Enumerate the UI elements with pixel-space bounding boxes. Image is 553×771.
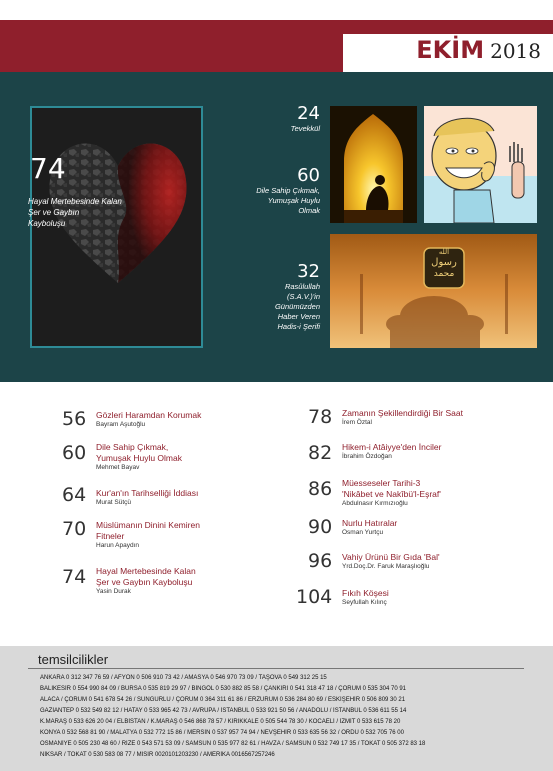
toc-title: Vahiy Ürünü Bir Gıda 'Bal' xyxy=(342,552,440,562)
toc-author: Seyfullah Kılınç xyxy=(342,599,387,606)
toc-title: Nurlu Hatıralar xyxy=(342,518,398,528)
representatives-divider xyxy=(28,668,524,669)
toc-page-number: 96 xyxy=(308,550,333,572)
teaser-tevekkul[interactable] xyxy=(240,104,320,134)
teaser-number: 32 xyxy=(297,261,320,282)
toc-page-number: 78 xyxy=(308,406,333,428)
issue-year: 2018 xyxy=(490,39,541,63)
toc-entry[interactable] xyxy=(62,564,272,600)
teaser-dile-sahip[interactable] xyxy=(220,166,320,216)
toc-page-number: 82 xyxy=(308,442,333,464)
toc-author: Bayram Aşutoğlu xyxy=(96,421,146,428)
cartoon-gossip-image[interactable] xyxy=(424,106,537,223)
toc-entry[interactable] xyxy=(296,586,536,616)
toc-title: Fıkıh Köşesi xyxy=(342,588,389,598)
toc-author: Harun Apaydın xyxy=(96,542,140,549)
toc-entry[interactable] xyxy=(62,518,272,554)
toc-author: Abdulnasır Kırmızıoğlu xyxy=(342,500,408,507)
toc-page-number: 104 xyxy=(296,586,333,608)
toc-entry[interactable] xyxy=(308,550,538,580)
cover-story-title: Hayal Mertebesinde Kalan Şer ve Gaybın Kayboluşu xyxy=(28,197,122,228)
toc-title: Zamanın Şekillendirdiği Bir Saat xyxy=(342,408,463,418)
teaser-title: Dile Sahip Çıkmak, Yumuşak Huylu Olmak xyxy=(256,186,320,215)
representatives-row: OSMANİYE 0 505 230 48 60 / RİZE 0 543 571 53 09 / SAMSUN 0 535 977 82 61 / HAVZA / SAMSUN 0 532 749 17 35 / TOKAT 0 505 372 83 18 xyxy=(40,741,426,747)
teaser-rasulullah[interactable] xyxy=(230,262,320,332)
toc-page-number: 56 xyxy=(62,408,87,430)
toc-page-number: 86 xyxy=(308,478,333,500)
representatives-label: temsilcilikler xyxy=(38,652,109,667)
calligraphy-medallion: الله رسول محمد xyxy=(431,248,457,279)
toc-author: Yrd.Doç.Dr. Faruk Maraşlıoğlu xyxy=(342,563,430,570)
toc-author: Murat Sütçü xyxy=(96,499,132,506)
toc-entry[interactable] xyxy=(308,516,538,546)
toc-entry[interactable] xyxy=(62,440,272,476)
toc-author: Mehmet Bayav xyxy=(96,464,140,471)
cover-story-number: 74 xyxy=(30,152,66,185)
toc-title: Hayal Mertebesinde Kalan Şer ve Gaybın Kayboluşu xyxy=(96,566,196,587)
issue-date xyxy=(416,36,541,64)
toc-author: Yasin Durak xyxy=(96,588,131,595)
toc-author: İbrahim Özdoğan xyxy=(342,453,392,460)
representatives-row: NİKSAR / TOKAT 0 530 583 08 77 / MISIR 0020101203230 / AMERİKA 0016567257246 xyxy=(40,752,275,758)
toc-page-number: 74 xyxy=(62,566,87,588)
toc-entry[interactable] xyxy=(62,408,272,438)
toc-title: Dile Sahip Çıkmak, Yumuşak Huylu Olmak xyxy=(96,442,182,463)
toc-title: Kur'an'ın Tarihselliği İddiası xyxy=(96,488,199,498)
teaser-title: Tevekkül xyxy=(290,124,320,133)
toc-entry[interactable] xyxy=(308,440,538,470)
toc-entry[interactable] xyxy=(308,476,538,512)
representatives-row: ALACA / ÇORUM 0 541 678 54 26 / SUNGURLU / ÇORUM 0 364 311 61 86 / ERZURUM 0 536 284 80 69 / ESKİŞEHİR 0 506 809 30 21 xyxy=(40,697,406,703)
toc-entry[interactable] xyxy=(308,406,538,436)
teaser-number: 24 xyxy=(297,103,320,124)
toc-page-number: 64 xyxy=(62,484,87,506)
representatives-row: ANKARA 0 312 347 76 59 / AFYON 0 506 910 73 42 / AMASYA 0 546 970 73 09 / TAŞOVA 0 549 312 25 15 xyxy=(40,675,327,681)
teaser-title: Rasûlullah (S.A.V.)'in Günümüzden Haber Veren Hadis-i Şerifi xyxy=(274,282,320,331)
representatives-row: BALIKESİR 0 554 990 84 09 / BURSA 0 535 819 29 97 / BİNGÖL 0 530 882 85 58 / ÇANKIRI 0 541 318 47 18 / ÇORUM 0 535 304 70 91 xyxy=(40,686,407,692)
toc-page-number: 70 xyxy=(62,518,87,540)
issue-month: EKİM xyxy=(416,36,485,64)
toc-title: Hikem-i Atâiyye'den İnciler xyxy=(342,442,442,452)
toc-title: Müslümanın Dinini Kemiren Fitneler xyxy=(96,520,200,541)
toc-author: İrem Öztal xyxy=(342,419,372,426)
representatives-row: GAZİANTEP 0 532 549 82 12 / HATAY 0 533 965 42 73 / AVRUPA / İSTANBUL 0 533 921 50 56 / ANADOLU / İSTANBUL 0 536 611 55 14 xyxy=(40,708,407,714)
representatives-row: K.MARAŞ 0 533 626 20 04 / ELBİSTAN / K.MARAŞ 0 546 868 78 57 / KIRIKKALE 0 505 544 78 30 / KOCAELİ / İZMİT 0 533 615 78 20 xyxy=(40,719,401,725)
toc-title: Müesseseler Tarihi-3 'Nikâbet ve Nakîbü'l-Eşraf' xyxy=(342,478,441,499)
toc-title: Gözleri Haramdan Korumak xyxy=(96,410,202,420)
toc-page-number: 90 xyxy=(308,516,333,538)
teaser-number: 60 xyxy=(297,165,320,186)
top-band xyxy=(0,0,553,20)
representatives-row: KONYA 0 532 568 81 90 / MALATYA 0 532 772 15 86 / MERSİN 0 537 957 74 94 / NEVŞEHİR 0 533 635 56 32 / ORDU 0 532 705 76 00 xyxy=(40,730,404,736)
toc-author: Osman Yurtçu xyxy=(342,529,384,536)
toc-page-number: 60 xyxy=(62,442,87,464)
praying-man-image[interactable] xyxy=(330,106,417,223)
toc-entry[interactable] xyxy=(62,486,272,516)
